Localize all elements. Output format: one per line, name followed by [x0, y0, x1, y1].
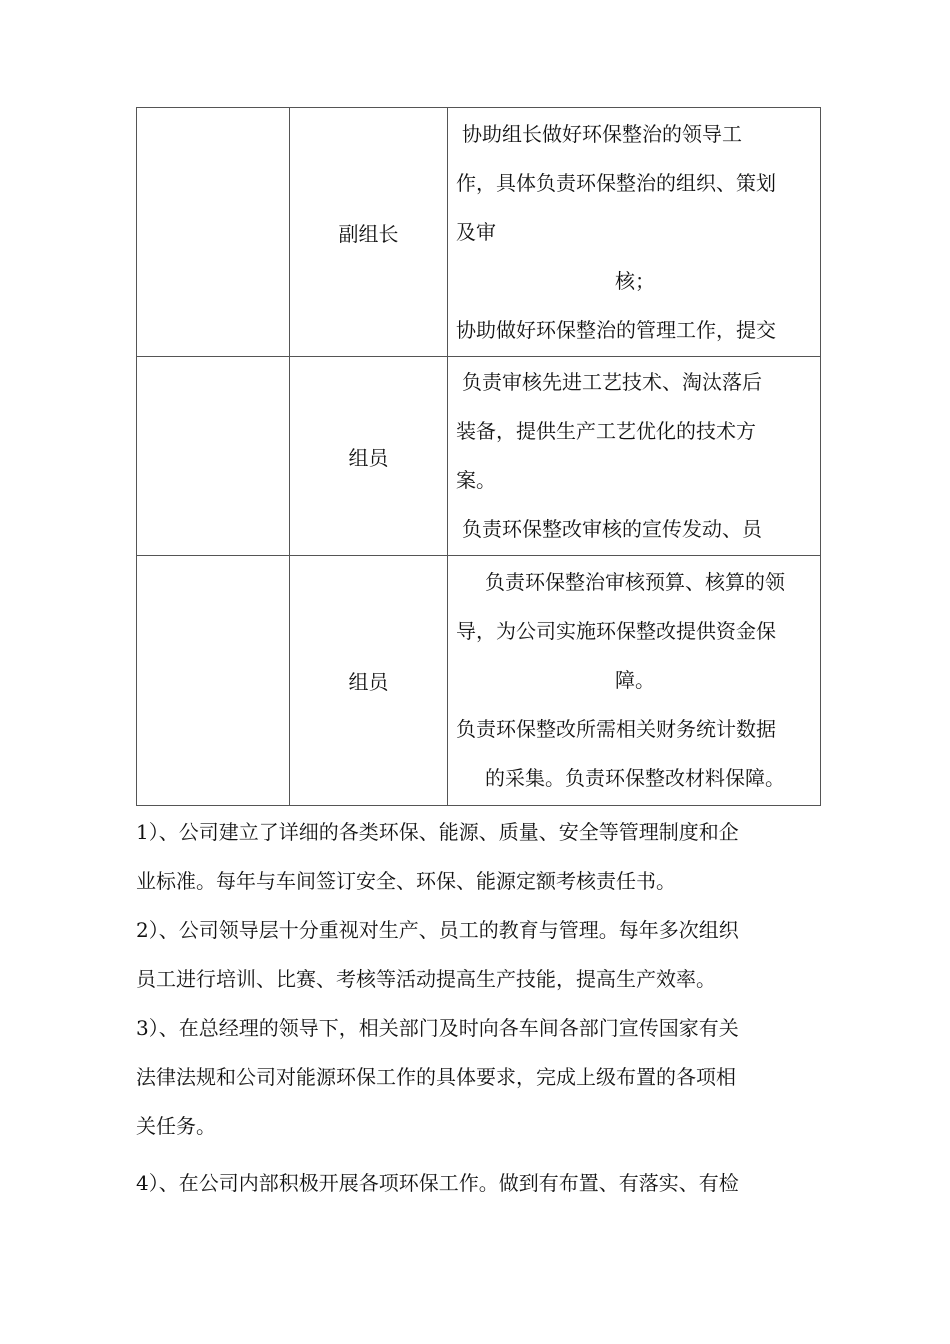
duty-line: 核； — [615, 268, 655, 293]
duty-line: 装备，提供生产工艺优化的技术方 — [456, 419, 756, 443]
paragraph-line: 1）、公司建立了详细的各类环保、能源、质量、安全等管理制度和企 — [136, 820, 739, 844]
duty-line: 负责审核先进工艺技术、淘汰落后 — [462, 370, 762, 394]
empty-cell — [137, 357, 290, 556]
paragraph-line: 业标准。每年与车间签订安全、环保、能源定额考核责任书。 — [136, 869, 676, 893]
duty-line: 导，为公司实施环保整改提供资金保 — [456, 619, 776, 643]
table-row — [137, 357, 821, 556]
duty-cell — [448, 357, 821, 556]
duty-cell — [448, 556, 821, 806]
duty-line: 案。 — [456, 468, 496, 492]
table-row — [137, 556, 821, 806]
role-cell: 组员 — [290, 556, 448, 806]
duty-line: 协助做好环保整治的管理工作，提交 — [456, 317, 776, 342]
role-cell: 组员 — [290, 357, 448, 556]
duty-line: 负责环保整改所需相关财务统计数据 — [456, 717, 776, 741]
duty-line: 协助组长做好环保整治的领导工 — [462, 121, 742, 146]
duty-line: 作，具体负责环保整治的组织、策划 — [456, 170, 776, 195]
duty-line: 负责环保整治审核预算、核算的领 — [485, 570, 785, 594]
paragraph — [136, 1159, 826, 1208]
empty-cell — [137, 108, 290, 357]
paragraph — [136, 906, 826, 1004]
empty-cell — [137, 556, 290, 806]
paragraph-line: 2）、公司领导层十分重视对生产、员工的教育与管理。每年多次组织 — [136, 918, 739, 942]
paragraph-line: 关任务。 — [136, 1114, 216, 1138]
table-row — [137, 108, 821, 357]
paragraph — [136, 1004, 826, 1151]
paragraph-line: 3）、在总经理的领导下，相关部门及时向各车间各部门宣传国家有关 — [136, 1016, 739, 1040]
body-text — [136, 808, 826, 1208]
responsibility-table — [136, 107, 821, 806]
duty-line: 的采集。负责环保整改材料保障。 — [485, 766, 785, 790]
duty-line: 障。 — [615, 668, 655, 692]
paragraph — [136, 808, 826, 906]
duty-line: 及审 — [456, 219, 496, 244]
duty-line: 负责环保整改审核的宣传发动、员 — [462, 517, 762, 541]
role-cell: 副组长 — [290, 108, 448, 357]
duty-cell — [448, 108, 821, 357]
paragraph-line: 员工进行培训、比赛、考核等活动提高生产技能，提高生产效率。 — [136, 967, 716, 991]
paragraph-line: 法律法规和公司对能源环保工作的具体要求，完成上级布置的各项相 — [136, 1065, 736, 1089]
paragraph-line: 4）、在公司内部积极开展各项环保工作。做到有布置、有落实、有检 — [136, 1171, 739, 1195]
